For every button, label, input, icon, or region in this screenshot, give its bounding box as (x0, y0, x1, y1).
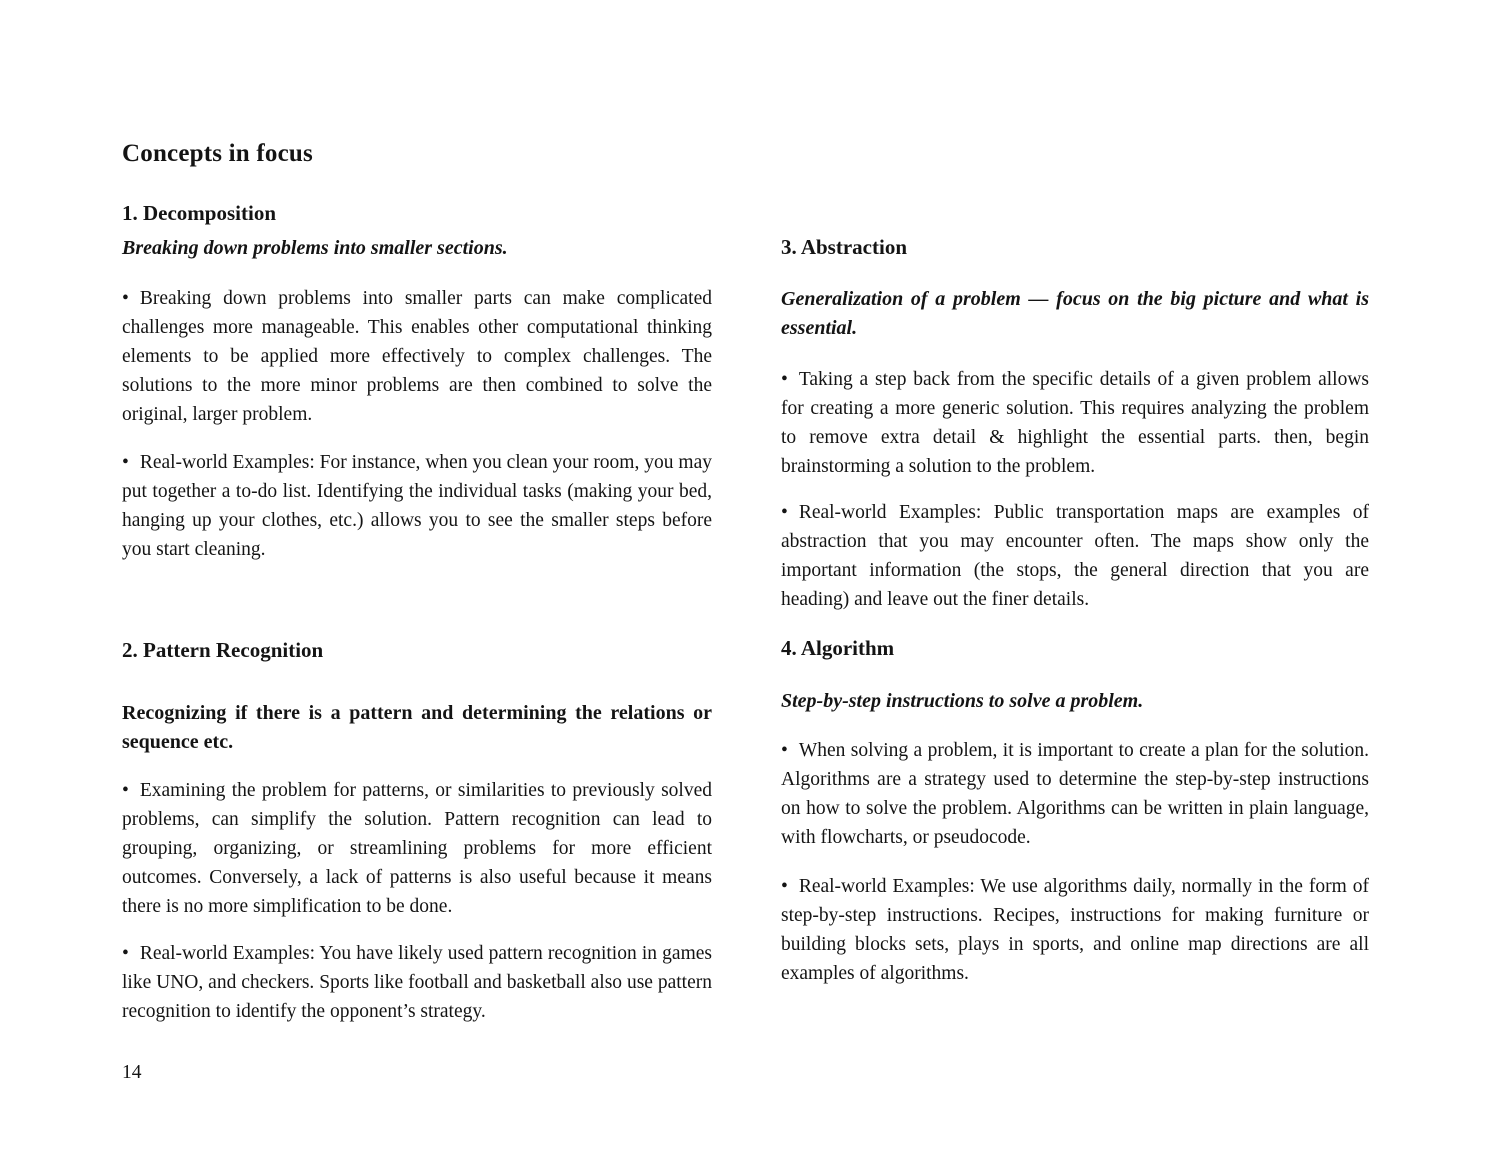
bullet-text: Breaking down problems into smaller parts can make complicated challenges more manageable. This enables other computational thinking elements to be applied more effectively to complex challenges. The solutions to the more minor problems are then combined to solve the original, larger problem. (122, 288, 712, 425)
bullet-text: Real-world Examples: We use algorithms daily, normally in the form of step-by-step instructions. Recipes, instructions for making furniture or building blocks sets, plays in sports, and online map directions are all examples of algorithms. (781, 876, 1369, 984)
bullet-text: Examining the problem for patterns, or similarities to previously solved problems, can simplify the solution. Pattern recognition can lead to grouping, organizing, or streamlining problems for more efficient outcomes. Conversely, a lack of patterns is also useful because it means there is no more simplification to be done. (122, 780, 712, 917)
bullet-icon: • (122, 452, 129, 473)
bullet-icon: • (122, 780, 129, 801)
bullet-item (781, 736, 1369, 852)
section-heading-decomposition: 1. Decomposition (122, 201, 276, 225)
bullet-text: When solving a problem, it is important to create a plan for the solution. Algorithms are a strategy used to determine the step-by-step instructions on how to solve the problem. Algorithms can be written in plain language, with flowcharts, or pseudocode. (781, 740, 1369, 848)
section-heading-pattern-recognition: 2. Pattern Recognition (122, 638, 324, 662)
bullet-icon: • (122, 943, 129, 964)
section-subtitle-decomposition: Breaking down problems into smaller sections. (122, 237, 508, 259)
bullet-item (122, 448, 712, 564)
bullet-icon: • (781, 369, 788, 390)
bullet-icon: • (122, 288, 129, 309)
section-subtitle-algorithm: Step-by-step instructions to solve a problem. (781, 690, 1144, 712)
bullet-icon: • (781, 876, 788, 897)
left-column (122, 140, 712, 1026)
bullet-icon: • (781, 740, 788, 761)
page-title: Concepts in focus (122, 140, 313, 167)
bullet-text: Real-world Examples: You have likely used pattern recognition in games like UNO, and checkers. Sports like football and basketball also use pattern recognition to identify the opponent’s strategy. (122, 943, 712, 1022)
bullet-item (122, 776, 712, 921)
section-heading-algorithm: 4. Algorithm (781, 636, 895, 660)
bullet-text: Real-world Examples: For instance, when you clean your room, you may put together a to-do list. Identifying the individual tasks (making your bed, hanging up your clothes, etc.) allows you to see the smaller steps before you start cleaning. (122, 452, 712, 560)
bullet-icon: • (781, 502, 788, 523)
bullet-item (122, 284, 712, 429)
section-subtitle-pattern-recognition: Recognizing if there is a pattern and determining the relations or sequence etc. (122, 702, 712, 753)
right-column (781, 235, 1369, 988)
section-heading-abstraction: 3. Abstraction (781, 235, 907, 259)
bullet-item (122, 939, 712, 1026)
bullet-text: Real-world Examples: Public transportation maps are examples of abstraction that you may encounter often. The maps show only the important information (the stops, the general direction that you are heading) and leave out the finer details. (781, 502, 1369, 610)
bullet-item (781, 872, 1369, 988)
section-subtitle-abstraction: Generalization of a problem — focus on the big picture and what is essential. (781, 288, 1369, 339)
page-number: 14 (122, 1062, 142, 1083)
bullet-text: Taking a step back from the specific details of a given problem allows for creating a more generic solution. This requires analyzing the problem to remove extra detail & highlight the essential parts. then, begin brainstorming a solution to the problem. (781, 369, 1369, 477)
bullet-item (781, 365, 1369, 481)
bullet-item (781, 498, 1369, 614)
